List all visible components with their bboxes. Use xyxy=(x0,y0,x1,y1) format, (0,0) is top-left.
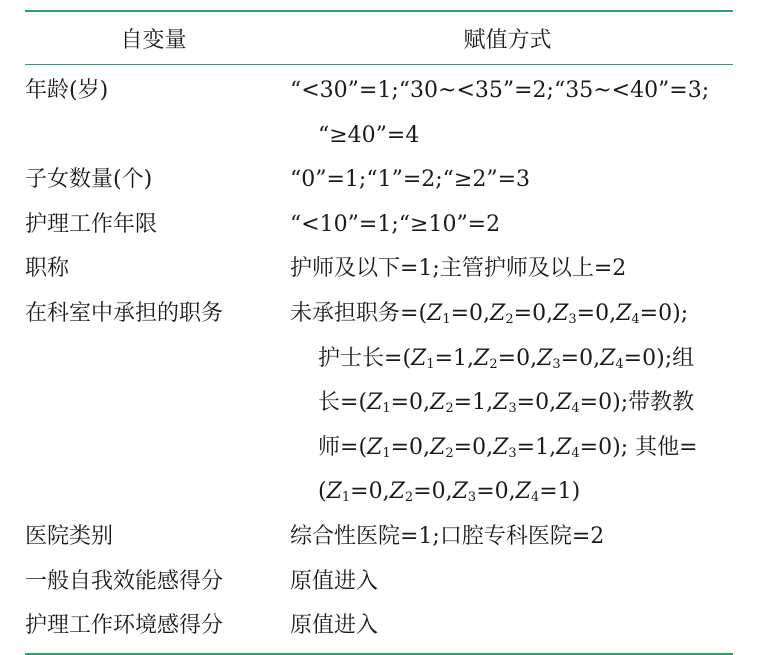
z-subscript: 3 xyxy=(508,445,517,461)
z-subscript: 1 xyxy=(382,401,391,417)
row-assignment xyxy=(290,292,733,515)
z-symbol: Z xyxy=(367,434,383,460)
z-symbol: Z xyxy=(430,434,446,460)
z-value: 0 xyxy=(595,300,610,326)
assignment-line: “≥40”=4 xyxy=(318,122,420,148)
z-value: 0 xyxy=(579,345,594,371)
z-subscript: 2 xyxy=(445,445,454,461)
z-value: 0 xyxy=(409,434,424,460)
row-variable: 医院类别 xyxy=(25,523,114,549)
z-symbol: Z xyxy=(474,345,490,371)
z-value: 0 xyxy=(658,300,673,326)
z-symbol: Z xyxy=(515,479,531,505)
z-subscript: 2 xyxy=(489,356,498,372)
assignment-line: 原值进入 xyxy=(290,613,379,639)
z-subscript: 4 xyxy=(615,356,624,372)
z-symbol: Z xyxy=(556,434,572,460)
row-variable: 护理工作年限 xyxy=(25,211,158,237)
assignment-line: 长$=(Z_1=0,Z_2=1,Z_3=0,Z_4=0)$;带教教 xyxy=(318,390,695,417)
z-subscript: 3 xyxy=(552,356,561,372)
table-row xyxy=(25,203,733,248)
row-variable: 职称 xyxy=(25,256,70,282)
table-row xyxy=(25,247,733,292)
row-assignment xyxy=(290,604,733,649)
group-suffix: ;组 xyxy=(664,345,695,371)
z-subscript: 4 xyxy=(571,401,580,417)
z-symbol: Z xyxy=(452,479,468,505)
assignment-line: “<10”=1;“≥10”=2 xyxy=(290,211,501,237)
assignment-line: 师$=(Z_1=0,Z_2=0,Z_3=1,Z_4=0)$; 其他= xyxy=(318,434,698,461)
row-variable: 在科室中承担的职务 xyxy=(25,300,224,326)
row-variable: 子女数量(个) xyxy=(25,167,153,193)
assignment-line: “<30”=1;“30~<35”=2;“35~<40”=3; xyxy=(290,78,710,103)
row-assignment xyxy=(290,515,733,560)
header-variable: 自变量 xyxy=(120,27,187,53)
group-suffix: ; 其他= xyxy=(620,434,698,460)
z-subscript: 2 xyxy=(404,490,414,506)
z-subscript: 4 xyxy=(530,490,540,506)
z-symbol: Z xyxy=(427,300,443,326)
z-value: 0 xyxy=(469,300,484,326)
assignment-line: 综合性医院=1;口腔专科医院=2 xyxy=(290,523,605,549)
variable-assignment-table xyxy=(25,10,733,655)
table-row xyxy=(25,515,733,560)
assignment-line: “0”=1;“1”=2;“≥2”=3 xyxy=(290,167,531,193)
header-assignment: 赋值方式 xyxy=(463,27,552,53)
z-subscript: 3 xyxy=(508,401,517,417)
assignment-line: 护师及以下=1;主管护师及以上=2 xyxy=(290,256,627,282)
row-assignment xyxy=(290,69,733,158)
group-label: 师= xyxy=(318,434,359,460)
z-subscript: 2 xyxy=(505,311,514,327)
table-row xyxy=(25,69,733,158)
z-value: 0 xyxy=(642,345,657,371)
group-suffix: ; xyxy=(680,300,689,326)
z-subscript: 3 xyxy=(467,490,477,506)
z-subscript: 4 xyxy=(631,311,640,327)
row-variable: 年龄(岁) xyxy=(25,78,109,103)
group-suffix: ;带教教 xyxy=(620,390,695,416)
z-symbol: Z xyxy=(556,390,572,416)
table-row xyxy=(25,604,733,649)
z-value: 0 xyxy=(368,479,383,505)
z-symbol: Z xyxy=(326,479,342,505)
group-label: 长= xyxy=(318,390,359,416)
table-row xyxy=(25,292,733,515)
z-subscript: 3 xyxy=(568,311,577,327)
assignment-line: 原值进入 xyxy=(290,568,379,594)
z-symbol: Z xyxy=(616,300,632,326)
assignment-line: $(Z_1=0,Z_2=0,Z_3=0,Z_4=1)$ xyxy=(318,479,581,506)
row-assignment xyxy=(290,560,733,605)
row-assignment xyxy=(290,203,733,248)
z-symbol: Z xyxy=(493,434,509,460)
assignment-line: 护士长$=(Z_1=1,Z_2=0,Z_3=0,Z_4=0)$;组 xyxy=(318,345,695,372)
z-value: 0 xyxy=(472,434,487,460)
row-assignment xyxy=(290,158,733,203)
z-value: 1 xyxy=(472,390,487,416)
z-value: 0 xyxy=(409,390,424,416)
z-symbol: Z xyxy=(367,390,383,416)
z-symbol: Z xyxy=(493,390,509,416)
z-subscript: 1 xyxy=(442,311,451,327)
table-body xyxy=(25,65,733,653)
table-row xyxy=(25,560,733,605)
z-value: 0 xyxy=(598,390,613,416)
z-symbol: Z xyxy=(411,345,427,371)
z-symbol: Z xyxy=(537,345,553,371)
z-symbol: Z xyxy=(430,390,446,416)
z-symbol: Z xyxy=(490,300,506,326)
z-value: 0 xyxy=(516,345,531,371)
row-variable: 护理工作环境感得分 xyxy=(25,613,224,639)
table-row xyxy=(25,158,733,203)
z-subscript: 2 xyxy=(445,401,454,417)
z-value: 1 xyxy=(535,434,550,460)
row-assignment xyxy=(290,247,733,292)
group-label: 护士长= xyxy=(318,345,403,371)
table-header xyxy=(25,12,733,64)
z-value: 0 xyxy=(532,300,547,326)
z-subscript: 4 xyxy=(571,445,580,461)
z-value: 0 xyxy=(535,390,550,416)
z-symbol: Z xyxy=(600,345,616,371)
z-value: 0 xyxy=(598,434,613,460)
z-value: 1 xyxy=(557,479,572,505)
z-subscript: 1 xyxy=(341,490,351,506)
z-subscript: 1 xyxy=(382,445,391,461)
z-subscript: 1 xyxy=(426,356,435,372)
assignment-line: 未承担职务$=(Z_1=0,Z_2=0,Z_3=0,Z_4=0)$; xyxy=(290,300,689,327)
row-variable: 一般自我效能感得分 xyxy=(25,568,224,594)
z-value: 1 xyxy=(453,345,468,371)
z-symbol: Z xyxy=(389,479,405,505)
z-value: 0 xyxy=(494,479,509,505)
group-label: 未承担职务= xyxy=(290,300,419,326)
z-symbol: Z xyxy=(553,300,569,326)
z-value: 0 xyxy=(431,479,446,505)
